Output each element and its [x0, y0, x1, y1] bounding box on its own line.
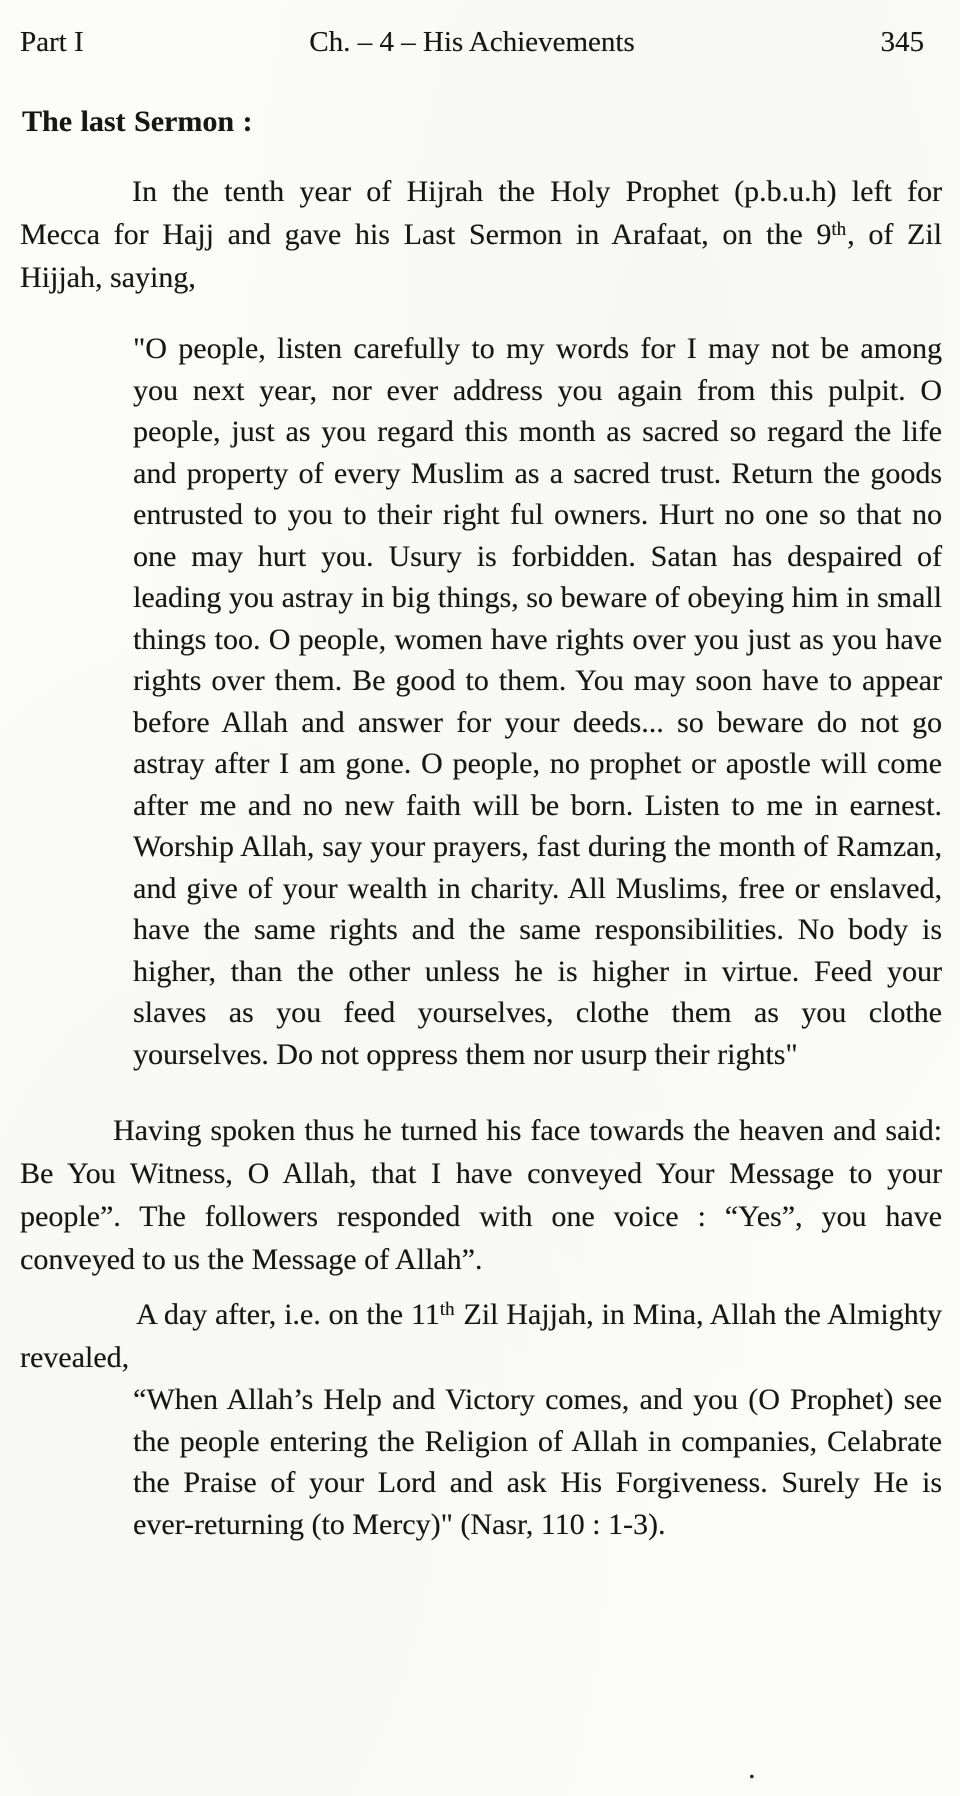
page-header — [20, 24, 942, 60]
intro-paragraph — [20, 170, 942, 299]
revelation-quote-block: “When Allah’s Help and Victory comes, and you (O Prophet) see the people entering the Religion of Allah in companies, Celabrate the Praise of your Lord and ask His Forgiveness. Surely He is ever-returning (to Mercy)" (Nasr, 110 : 1-3). — [133, 1383, 942, 1541]
chapter-title: Ch. – 4 – His Achievements — [309, 26, 635, 58]
ordinal-superscript: th — [439, 1299, 455, 1320]
after-sermon-paragraph: Having spoken thus he turned his face towards the heaven and said: Be You Witness, O Allah, that I have conveyed Your Message to your people”. The followers responded with one voice : “Yes”, you have conveyed to us the Message of Allah”. — [20, 1114, 942, 1276]
stray-dot-mark: . — [748, 1752, 756, 1785]
page-number: 345 — [880, 26, 924, 58]
section-heading: The last Sermon : — [22, 105, 253, 138]
part-label: Part I — [20, 26, 84, 58]
day-after-paragraph — [20, 1293, 942, 1379]
day-after-text-pre: A day after, i.e. on the 11 — [136, 1298, 440, 1331]
sermon-quote-block: "O people, listen carefully to my words for I may not be among you next year, nor ever address you again from this pulpit. O people, just as you regard this month as sacred so regard the life and property of every Muslim as a sacred trust. Return the goods entrusted to you to their right ful owners. Hurt no one so that no one may hurt you. Usury is forbidden. Satan has despaired of leading you astray in big things, so beware of obeying him in small things too. O people, women have rights over you just as you have rights over them. Be good to them. You may soon have to appear before Allah and answer for your deeds... so beware do not go astray after I am gone. O people, no prophet or apostle will come after me and no new faith will be born. Listen to me in earnest. Worship Allah, say your prayers, fast during the month of Ramzan, and give of your wealth in charity. All Muslims, free or enslaved, have the same rights and the same responsibilities. No body is higher, than the other unless he is higher in virtue. Feed your slaves as you feed yourselves, clothe them as you clothe yourselves. Do not oppress them nor usurp their rights" — [133, 332, 942, 1071]
intro-text-pre: In the tenth year of Hijrah the Holy Prophet (p.b.u.h) left for Mecca for Hajj and gave his Last Sermon in Arafaat, on the 9 — [20, 175, 942, 251]
day-after-text-post: Zil Hajjah, in Mina, Allah the Almighty revealed, — [20, 1298, 942, 1374]
intro-text-post: , of Zil Hijjah, saying, — [20, 218, 942, 294]
ordinal-superscript: th — [831, 219, 847, 240]
